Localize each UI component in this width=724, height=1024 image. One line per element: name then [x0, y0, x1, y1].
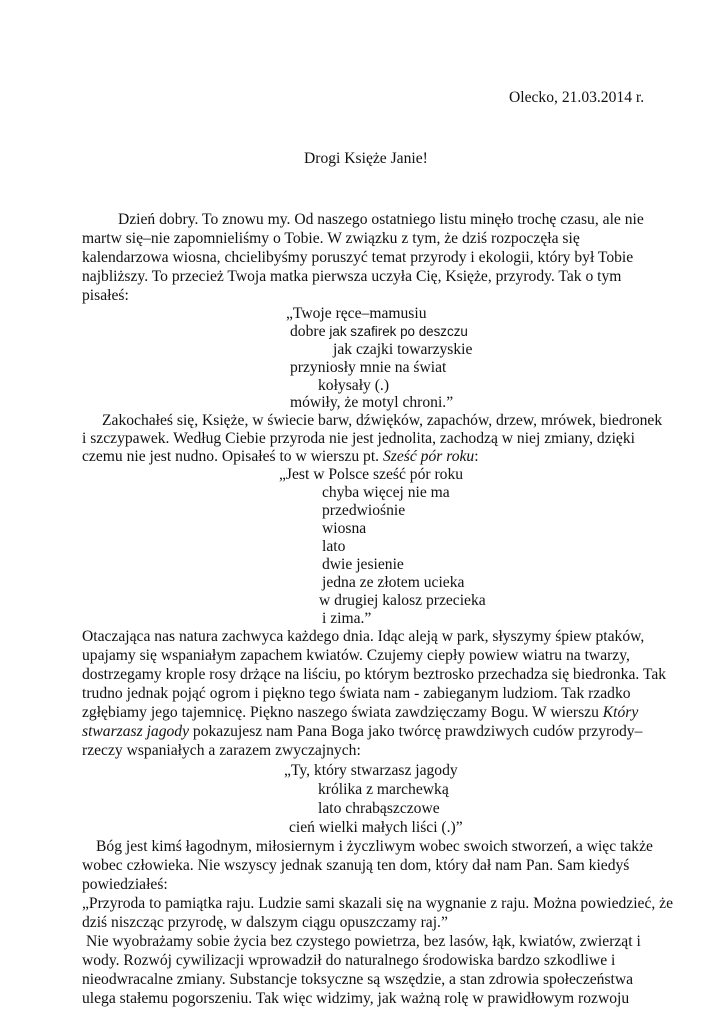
- text-line: powiedziałeś:: [82, 876, 168, 893]
- text-line: wobec człowieka. Nie wszyscy jednak szanują ten dom, który dał nam Pan. Sam kiedyś: [82, 857, 630, 874]
- poem-line: chyba więcej nie ma: [322, 484, 450, 501]
- text-line: pisałeś:: [82, 287, 129, 304]
- text-line: kalendarzowa wiosna, chcielibyśmy poruszyć temat przyrody i ekologii, który był Tobie: [82, 249, 634, 266]
- quote-line: „Przyroda to pamiątka raju. Ludzie sami skazali się na wygnanie z raju. Można powiedzieć, że: [82, 895, 674, 912]
- poem-line: lato chrabąszczowe: [318, 800, 440, 817]
- text-line: Zakochałeś się, Księże, w świecie barw, dźwięków, zapachów, drzew, mrówek, biedronek: [102, 412, 663, 429]
- text-line: Nie wyobrażamy sobie życia bez czystego powietrza, bez lasów, łąk, kwiatów, zwierząt i: [86, 933, 641, 950]
- poem-title: Który: [602, 704, 639, 721]
- text-line: i szczypawek. Według Ciebie przyroda nie jest jednolita, zachodzą w niej zmiany, dzięki: [82, 430, 635, 447]
- text-line: trudno jednak pojąć ogrom i piękno tego świata nam - zabieganym ludziom. Tak rzadko: [82, 685, 631, 702]
- poem-line: przyniosły mnie na świat: [290, 359, 447, 376]
- poem-line: lato: [322, 538, 346, 555]
- poem-line: królika z marchewką: [318, 781, 449, 798]
- poem-line: mówiły, że motyl chroni.”: [290, 394, 454, 411]
- text-line: najbliższy. To przecież Twoja matka pierwsza uczyła Cię, Księże, przyrody. Tak o tym: [82, 268, 622, 285]
- text: zgłębiamy jego tajemnicę. Piękno naszego świata zawdzięczamy Bogu. W wierszu: [82, 704, 603, 721]
- text-line: Dzień dobry. To znowu my. Od naszego ostatniego listu minęło trochę czasu, ale nie: [118, 211, 644, 228]
- text-line: dostrzegamy krople rosy drżące na liściu, po którym beztrosko przechadza się biedronka. Tak: [82, 666, 667, 683]
- text: pokazujesz nam Pana Boga jako twórcę prawdziwych cudów przyrody–: [189, 723, 643, 740]
- poem-title: stwarzasz jagody: [82, 723, 190, 740]
- poem-line: w drugiej kalosz przecieka: [319, 592, 486, 609]
- poem-text: jak szafirek po deszczu: [329, 324, 468, 339]
- poem-line: jedna ze złotem ucieka: [322, 574, 465, 591]
- text-line: [82, 722, 642, 742]
- poem-text: dobre: [290, 323, 330, 340]
- text-line: Otaczająca nas natura zachwyca każdego dnia. Idąc aleją w park, słyszymy śpiew ptaków,: [82, 628, 645, 645]
- text-line: nieodwracalne zmiany. Substancje toksyczne są wszędzie, a stan zdrowia społeczeństwa: [82, 971, 634, 988]
- poem-line: kołysały (.): [318, 377, 390, 394]
- place-date: Olecko, 21.03.2014 r.: [509, 89, 645, 106]
- text-line: ulega stałemu pogorszeniu. Tak więc widzimy, jak ważną rolę w prawidłowym rozwoju: [82, 990, 630, 1007]
- text: czemu nie jest nudno. Opisałeś to w wierszu pt.: [82, 448, 383, 465]
- text-line: martw się–nie zapomnieliśmy o Tobie. W związku z tym, że dziś rozpoczęła się: [82, 230, 580, 247]
- text-line: wody. Rozwój cywilizacji wprowadził do naturalnego środowiska bardzo szkodliwe i: [82, 952, 616, 969]
- text-line: [82, 447, 479, 467]
- poem-title: Sześć pór roku: [382, 448, 475, 465]
- poem-line: [290, 322, 468, 342]
- poem-line: dwie jesienie: [322, 556, 404, 573]
- text-line: rzeczy wspaniałych a zarazem zwyczajnych:: [82, 742, 361, 759]
- quote-line: dziś niszcząc przyrodę, w dalszym ciągu opuszczamy raj.”: [82, 914, 448, 931]
- poem-line: jak czajki towarzyskie: [333, 341, 473, 358]
- poem-line: „Ty, który stwarzasz jagody: [284, 762, 458, 779]
- salutation: Drogi Księże Janie!: [304, 150, 428, 167]
- poem-line: „Jest w Polsce sześć pór roku: [279, 466, 464, 483]
- poem-line: wiosna: [322, 520, 367, 537]
- poem-line: i zima.”: [322, 610, 372, 627]
- poem-line: „Twoje ręce–mamusiu: [286, 305, 427, 322]
- poem-line: przedwiośnie: [322, 502, 406, 519]
- poem-line: cień wielki małych liści (.)”: [289, 819, 463, 836]
- text-line: upajamy się wspaniałym zapachem kwiatów. Czujemy ciepły powiew wiatru na twarzy,: [82, 647, 630, 664]
- text-line: [82, 703, 638, 723]
- text-line: Bóg jest kimś łagodnym, miłosiernym i życzliwym wobec swoich stworzeń, a więc także: [96, 838, 653, 855]
- text: :: [474, 448, 479, 465]
